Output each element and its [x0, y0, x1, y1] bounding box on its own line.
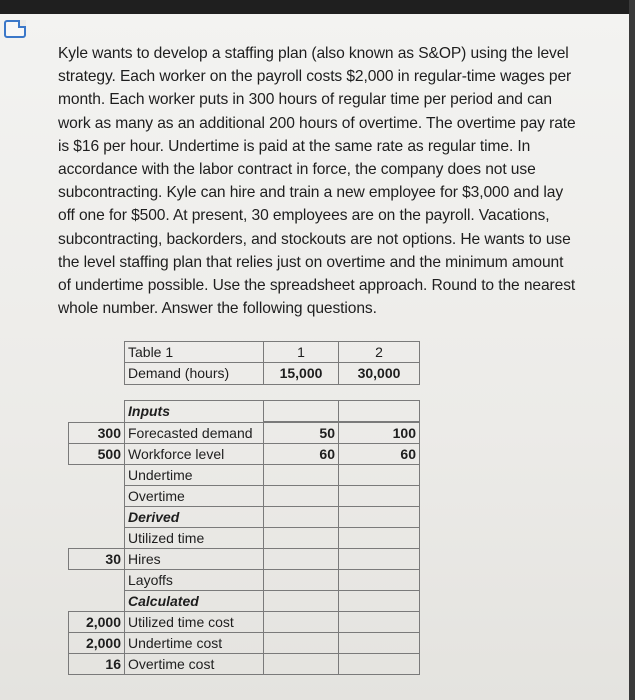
row-label-overtime-cost: Overtime cost — [124, 653, 264, 675]
overtime-p1[interactable] — [263, 485, 339, 507]
row-label-overtime: Overtime — [124, 485, 264, 507]
undertime-cost-p1[interactable] — [263, 632, 339, 654]
layoffs-p1[interactable] — [263, 569, 339, 591]
table1-demand-1: 15,000 — [263, 362, 339, 385]
undertime-p1[interactable] — [263, 464, 339, 486]
row-label-undertime-cost: Undertime cost — [124, 632, 264, 654]
table1-period-2: 2 — [338, 341, 420, 363]
row-label-utilized-time: Utilized time — [124, 527, 264, 549]
row-label-hires: Hires — [124, 548, 264, 570]
derived-header-p2[interactable] — [338, 506, 420, 528]
param-workforce-level: 500 — [68, 443, 125, 465]
question-page — [0, 14, 629, 700]
row-label-undertime: Undertime — [124, 464, 264, 486]
utilized-time-p2[interactable] — [338, 527, 420, 549]
section-calculated: Calculated — [124, 590, 264, 612]
top-dark-strip — [0, 0, 635, 14]
row-label-forecasted-demand: Forecasted demand — [124, 422, 264, 444]
param-utilized-time-cost: 2,000 — [68, 611, 125, 633]
overtime-cost-p2[interactable] — [338, 653, 420, 675]
document-icon[interactable] — [4, 20, 26, 38]
layoffs-p2[interactable] — [338, 569, 420, 591]
utilized-time-p1[interactable] — [263, 527, 339, 549]
inputs-header-p1[interactable] — [263, 400, 339, 422]
calculated-header-p1[interactable] — [263, 590, 339, 612]
inputs-header-p2[interactable] — [338, 400, 420, 422]
workforce-level-p1[interactable]: 60 — [263, 443, 339, 465]
utilized-time-cost-p1[interactable] — [263, 611, 339, 633]
table1-title-cell: Table 1 — [124, 341, 264, 363]
forecasted-demand-p2[interactable]: 100 — [338, 422, 420, 444]
overtime-p2[interactable] — [338, 485, 420, 507]
hires-p1[interactable] — [263, 548, 339, 570]
row-label-utilized-time-cost: Utilized time cost — [124, 611, 264, 633]
derived-header-p1[interactable] — [263, 506, 339, 528]
workforce-level-p2[interactable]: 60 — [338, 443, 420, 465]
section-inputs: Inputs — [124, 400, 264, 422]
forecasted-demand-p1[interactable]: 50 — [263, 422, 339, 444]
param-undertime-cost: 2,000 — [68, 632, 125, 654]
row-label-layoffs: Layoffs — [124, 569, 264, 591]
hires-p2[interactable] — [338, 548, 420, 570]
calculated-header-p2[interactable] — [338, 590, 420, 612]
right-dark-strip — [629, 0, 635, 700]
section-derived: Derived — [124, 506, 264, 528]
param-overtime-cost: 16 — [68, 653, 125, 675]
overtime-cost-p1[interactable] — [263, 653, 339, 675]
undertime-cost-p2[interactable] — [338, 632, 420, 654]
table1-demand-label: Demand (hours) — [124, 362, 264, 385]
problem-statement: Kyle wants to develop a staffing plan (also known as S&OP) using the level strategy. Each worker on the payroll costs $2,000 in regular-time wages per month. Each worker puts in 300 hours of regular time per period and can work as many as an additional 200 hours of overtime. The overtime pay rate is $16 per hour. Undertime is paid at the same rate as regular time. In accordance with the labor contract in force, the company does not use subcontracting. Kyle can hire and train a new employee for $3,000 and lay off one for $500. At present, 30 employees are on the payroll. Vacations, subcontracting, backorders, and stockouts are not options. He wants to use the level staffing plan that relies just on overtime and the minimum amount of undertime possible. Use the spreadsheet approach. Round to the nearest whole number. Answer the following questions. — [58, 45, 576, 318]
param-hires: 30 — [68, 548, 125, 570]
table1-demand-2: 30,000 — [338, 362, 420, 385]
row-label-workforce-level: Workforce level — [124, 443, 264, 465]
utilized-time-cost-p2[interactable] — [338, 611, 420, 633]
table1-period-1: 1 — [263, 341, 339, 363]
undertime-p2[interactable] — [338, 464, 420, 486]
param-forecasted-demand: 300 — [68, 422, 125, 444]
